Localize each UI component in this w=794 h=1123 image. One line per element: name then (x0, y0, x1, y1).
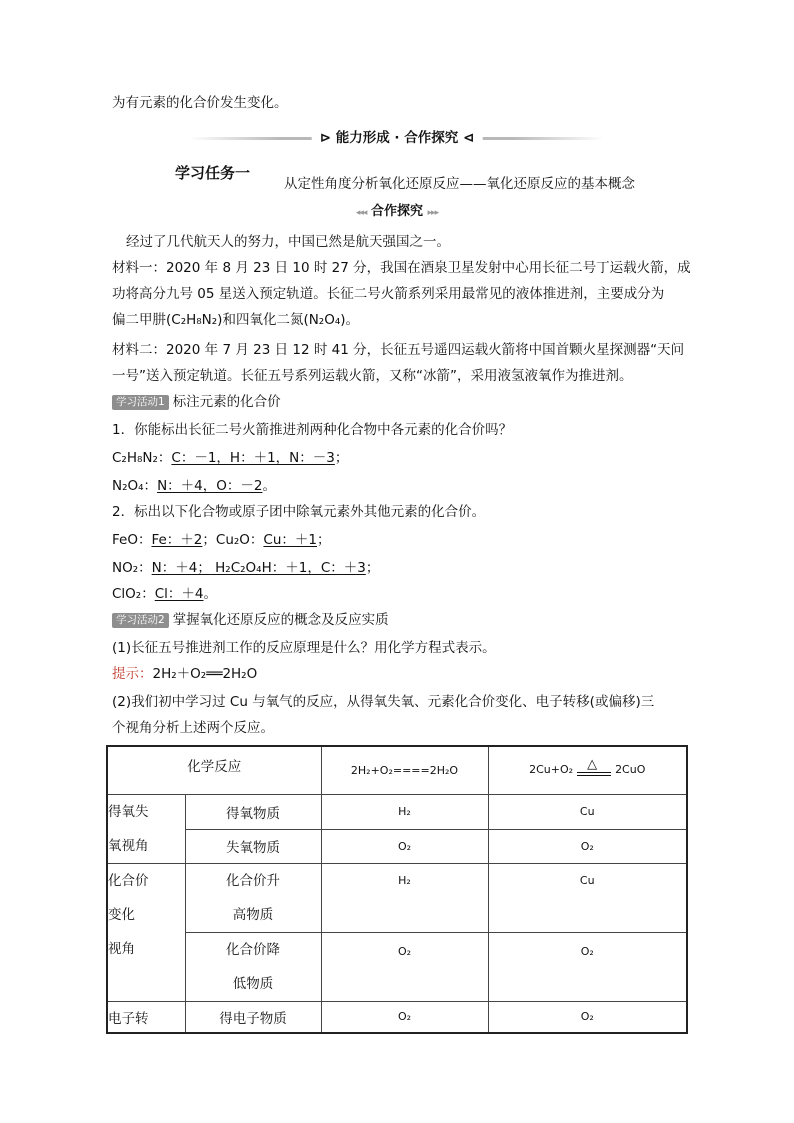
punctuation: ； (317, 532, 331, 548)
answer-text: C：－1，H：＋1，N：－3 (171, 450, 335, 466)
row-label: 得氧物质 (185, 794, 321, 829)
row-label: 失氧物质 (185, 829, 321, 863)
hint-line (112, 664, 257, 684)
cell-value: H₂ (321, 863, 488, 932)
table-row (107, 932, 687, 1001)
question-b-line: (2)我们初中学习过 Cu 与氧气的反应，从得氧失氧、元素化合价变化、电子转移(或偏移)三 (112, 694, 655, 710)
punctuation: 。 (262, 478, 276, 494)
activity1-tag: 学习活动1 (112, 395, 169, 410)
heat-condition-sign (577, 757, 611, 779)
cell-value: O₂ (321, 1001, 488, 1033)
cell-value: O₂ (488, 932, 687, 1001)
left-arrows-icon: ◂◂◂ (355, 208, 367, 218)
equation-h2: 2H₂+O₂====2H₂O (321, 746, 488, 794)
sub-banner-text: 合作探究 (370, 204, 423, 219)
row-label: 化合价降 低物质 (185, 932, 321, 1001)
table-row (107, 1001, 687, 1033)
cell-value: O₂ (488, 829, 687, 863)
answer-c2h8n2 (112, 448, 348, 468)
formula-clo2: ClO₂： (112, 586, 155, 602)
question-b-line: 个视角分析上述两个反应。 (112, 720, 274, 736)
group-electron-view: 电子转 (107, 1001, 185, 1033)
activity1-heading (112, 392, 281, 412)
task-title: 从定性角度分析氧化还原反应——氧化还原反应的基本概念 (284, 176, 635, 192)
answer-text: Cu：＋1 (263, 532, 317, 548)
answer-text: N：＋4，O：－2 (157, 478, 263, 494)
hint-label: 提示： (112, 666, 153, 682)
row-label: 化合价升 高物质 (185, 863, 321, 932)
activity2-title: 掌握氧化还原反应的概念及反应实质 (172, 612, 389, 628)
equation-left: 2Cu+O₂ (529, 763, 574, 777)
formula-cu2o: ；Cu₂O： (202, 532, 264, 548)
question-2: 2．标出以下化合物或原子团中除氧元素外其他元素的化合价。 (112, 504, 486, 520)
task-label: 学习任务一 (175, 164, 251, 182)
punctuation: ； (365, 560, 380, 576)
cell-value: O₂ (321, 829, 488, 863)
sub-banner (0, 200, 794, 219)
cell-value: H₂ (321, 794, 488, 829)
table-row (107, 829, 687, 863)
answer-text: Fe：＋2 (151, 532, 203, 548)
formula-feo: FeO： (112, 532, 152, 548)
answer-clo2 (112, 584, 217, 604)
group-oxygen-view: 得氧失 氧视角 (107, 794, 185, 863)
table-row (107, 863, 687, 932)
reaction-analysis-table (106, 745, 688, 1034)
material1-line: 材料一：2020 年 8 月 23 日 10 时 27 分，我国在酒泉卫星发射中心用长征二号丁运载火箭，成 (112, 260, 691, 276)
activity1-title: 标注元素的化合价 (172, 394, 281, 410)
punctuation: ； (334, 450, 349, 466)
material2-line: 材料二：2020 年 7 月 23 日 12 时 41 分，长征五号遥四运载火箭将中国首颗火星探测器“天问 (112, 342, 685, 358)
material1-line: 功将高分九号 05 星送入预定轨道。长征二号火箭系列采用最常见的液体推进剂，主要成分为 (112, 286, 665, 302)
answer-feo (112, 530, 331, 550)
equation-right: 2CuO (615, 763, 646, 777)
heat-triangle-icon: △ (587, 757, 598, 773)
answer-n2o4 (112, 476, 276, 496)
answer-no2 (112, 558, 379, 578)
banner-text: ⊳ 能力形成 · 合作探究 ⊲ (312, 128, 483, 148)
header-cell: 化学反应 (107, 746, 321, 794)
cell-value: Cu (488, 794, 687, 829)
answer-text: H：＋1，C：＋3 (261, 560, 366, 576)
cell-value: Cu (488, 863, 687, 932)
formula-h2c2o4: H₂C₂O₄ (210, 560, 262, 576)
material1-line: 偏二甲肼(C₂H₈N₂)和四氧化二氮(N₂O₄)。 (112, 312, 360, 328)
answer-text: Cl：＋4 (154, 586, 204, 602)
section-banner (190, 128, 604, 148)
formula-n2o4: N₂O₄： (112, 478, 158, 494)
continued-text: 为有元素的化合价发生变化。 (112, 95, 288, 111)
hint-equation: 2H₂＋O₂══2H₂O (152, 666, 258, 682)
intro-paragraph: 经过了几代航天人的努力，中国已然是航天强国之一。 (126, 234, 450, 250)
answer-text: N：＋4； (151, 560, 211, 576)
group-valence-view: 化合价 变化 视角 (107, 863, 185, 1001)
question-1: 1．你能标出长征二号火箭推进剂两种化合物中各元素的化合价吗？ (112, 422, 513, 438)
cell-value: O₂ (321, 932, 488, 1001)
cell-value: O₂ (488, 1001, 687, 1033)
right-arrows-icon: ▸▸▸ (427, 208, 439, 218)
formula-c2h8n2: C₂H₈N₂： (112, 450, 172, 466)
activity2-heading (112, 610, 389, 630)
activity2-tag: 学习活动2 (112, 613, 169, 628)
table-header-row (107, 746, 687, 794)
question-a: (1)长征五号推进剂工作的反应原理是什么？用化学方程式表示。 (112, 640, 496, 656)
formula-no2: NO₂： (112, 560, 152, 576)
punctuation: 。 (203, 586, 217, 602)
table-row (107, 794, 687, 829)
equation-cu (488, 746, 687, 794)
material2-line: 一号”送入预定轨道。长征五号系列运载火箭，又称“冰箭”，采用液氢液氧作为推进剂。 (112, 368, 633, 384)
row-label: 得电子物质 (185, 1001, 321, 1033)
